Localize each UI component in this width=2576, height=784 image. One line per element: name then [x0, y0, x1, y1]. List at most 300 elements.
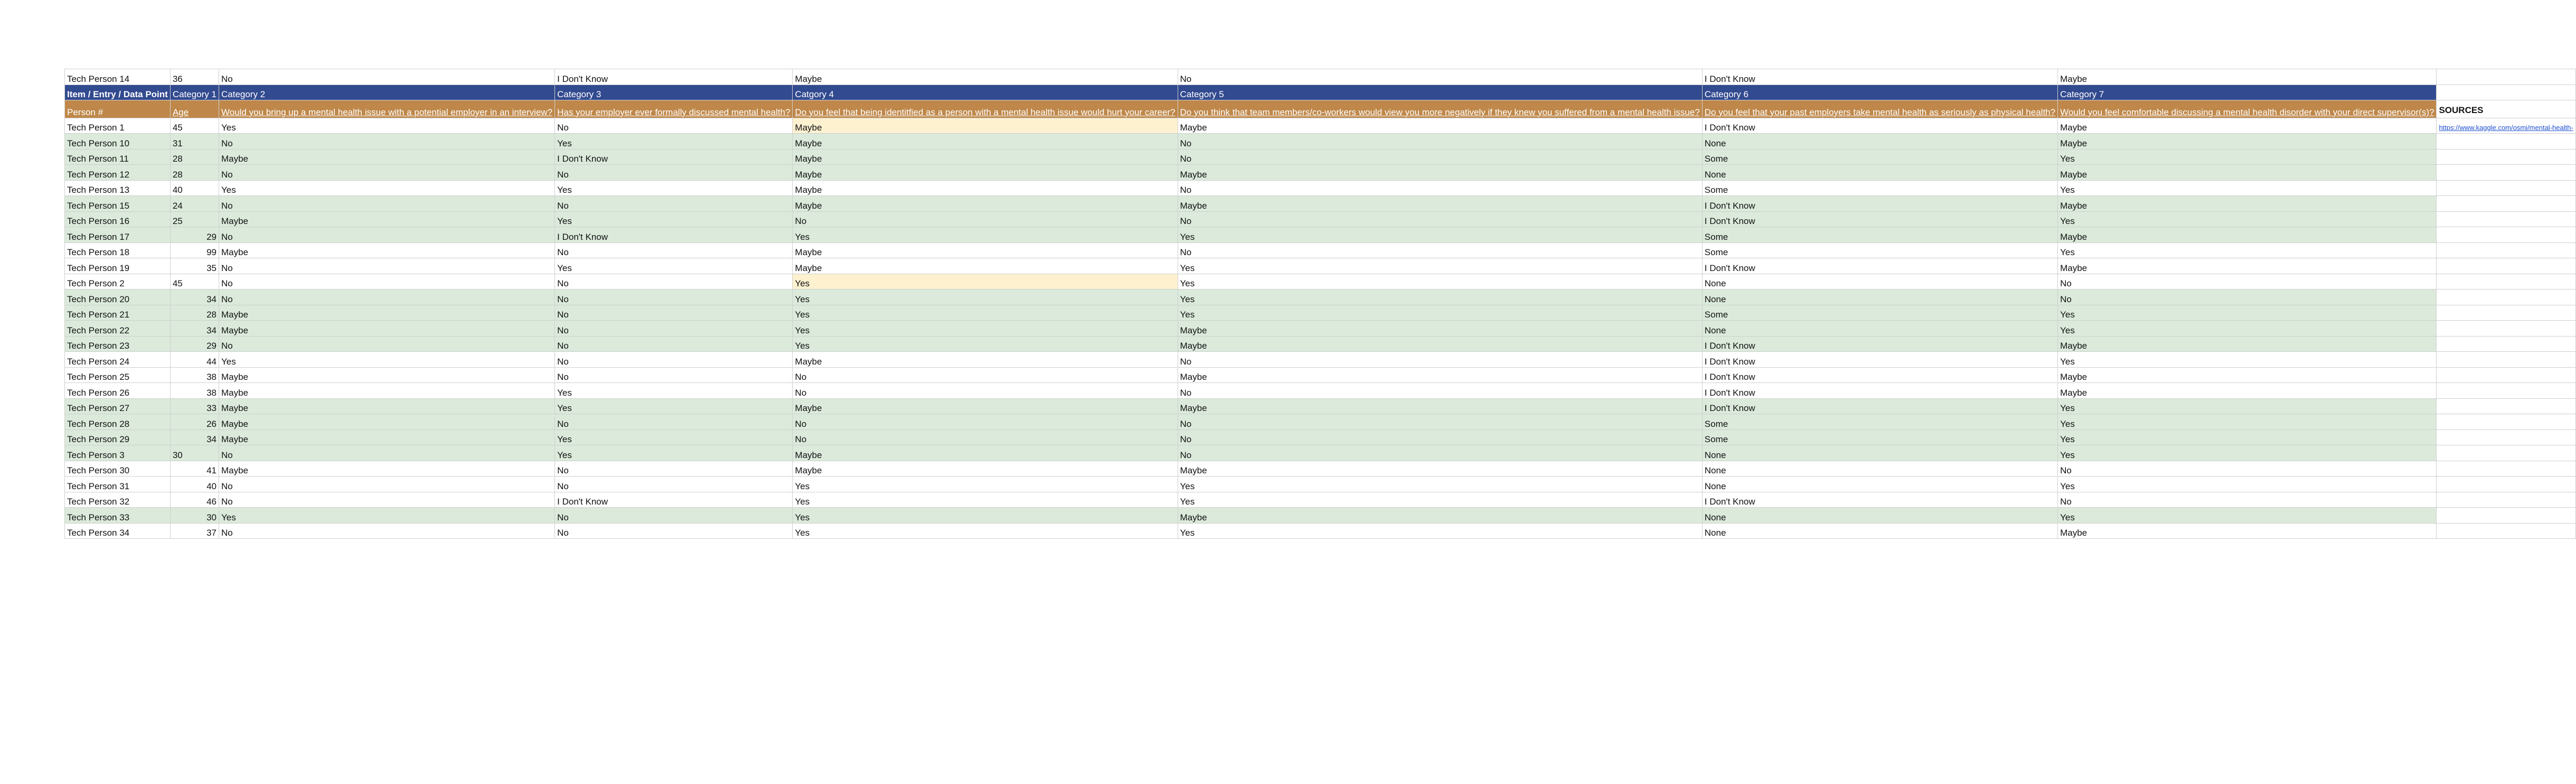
person-cell[interactable]: Tech Person 19 — [65, 258, 171, 274]
age-cell[interactable]: 28 — [170, 165, 219, 181]
answer-cell[interactable]: Maybe — [219, 414, 554, 430]
person-cell[interactable]: Tech Person 11 — [65, 149, 171, 165]
answer-cell[interactable]: No — [219, 445, 554, 461]
answer-cell[interactable]: Yes — [1178, 477, 1702, 492]
answer-cell[interactable]: Yes — [555, 445, 793, 461]
sources-cell[interactable] — [2437, 508, 2575, 524]
category-header-cell[interactable]: Category 6 — [1702, 85, 2057, 100]
age-cell[interactable]: 28 — [170, 305, 219, 321]
answer-cell[interactable]: None — [1702, 290, 2057, 305]
answer-cell[interactable]: No — [219, 523, 554, 539]
age-cell[interactable]: 45 — [170, 118, 219, 134]
answer-cell[interactable]: None — [1702, 165, 2057, 181]
answer-cell[interactable]: Maybe — [793, 165, 1178, 181]
answer-cell[interactable]: No — [555, 367, 793, 383]
answer-cell[interactable]: Maybe — [793, 258, 1178, 274]
cell[interactable]: No — [1178, 69, 1702, 85]
answer-cell[interactable]: Yes — [555, 211, 793, 227]
age-cell[interactable]: 44 — [170, 352, 219, 368]
answer-cell[interactable]: Maybe — [2058, 336, 2437, 352]
answer-cell[interactable]: I Don't Know — [555, 149, 793, 165]
answer-cell[interactable]: Yes — [2058, 321, 2437, 337]
person-cell[interactable]: Tech Person 16 — [65, 211, 171, 227]
answer-cell[interactable]: Yes — [2058, 445, 2437, 461]
answer-cell[interactable]: Maybe — [219, 242, 554, 258]
question-text: Do you feel that your past employers take mental health as seriously as physical health? — [1704, 107, 2056, 117]
answer-cell[interactable]: None — [1702, 134, 2057, 150]
sources-cell[interactable] — [2437, 274, 2575, 290]
question-header-cell[interactable] — [2058, 100, 2437, 118]
sources-cell[interactable] — [2437, 305, 2575, 321]
answer-cell[interactable]: Yes — [2058, 477, 2437, 492]
answer-cell[interactable]: Yes — [1178, 305, 1702, 321]
question-text: Would you feel comfortable discussing a mental health disorder with your direct supervisor(s)? — [2060, 107, 2434, 117]
age-cell[interactable]: 46 — [170, 492, 219, 508]
sources-cell[interactable] — [2437, 196, 2575, 212]
answer-cell[interactable]: No — [793, 211, 1178, 227]
answer-cell[interactable]: Yes — [219, 508, 554, 524]
answer-cell[interactable]: Maybe — [2058, 227, 2437, 243]
age-cell[interactable]: 34 — [170, 430, 219, 445]
age-cell[interactable]: 28 — [170, 149, 219, 165]
answer-cell[interactable]: None — [1702, 445, 2057, 461]
answer-cell[interactable]: Yes — [1178, 523, 1702, 539]
cell[interactable] — [2437, 69, 2575, 85]
answer-cell[interactable]: No — [555, 461, 793, 477]
answer-cell[interactable]: Maybe — [793, 352, 1178, 368]
age-cell[interactable]: 24 — [170, 196, 219, 212]
table-row — [65, 445, 2576, 461]
category-header-cell[interactable]: Category 5 — [1178, 85, 1702, 100]
answer-cell[interactable]: Maybe — [1178, 118, 1702, 134]
answer-cell[interactable]: Yes — [793, 290, 1178, 305]
age-cell[interactable]: 37 — [170, 523, 219, 539]
cell[interactable] — [2437, 85, 2575, 100]
answer-cell[interactable]: No — [793, 430, 1178, 445]
answer-cell[interactable]: Yes — [1178, 274, 1702, 290]
person-cell[interactable]: Tech Person 34 — [65, 523, 171, 539]
age-cell[interactable]: 45 — [170, 274, 219, 290]
age-cell[interactable]: 30 — [170, 508, 219, 524]
person-cell[interactable]: Tech Person 12 — [65, 165, 171, 181]
cell[interactable]: I Don't Know — [555, 69, 793, 85]
age-cell[interactable]: 30 — [170, 445, 219, 461]
sources-cell[interactable] — [2437, 383, 2575, 399]
table-row — [65, 321, 2576, 337]
answer-cell[interactable]: None — [1702, 477, 2057, 492]
person-cell[interactable]: Tech Person 10 — [65, 134, 171, 150]
category-header-cell[interactable]: Catgory 4 — [793, 85, 1178, 100]
answer-cell[interactable]: No — [1178, 352, 1702, 368]
answer-cell[interactable]: Yes — [793, 336, 1178, 352]
answer-cell[interactable]: Yes — [1178, 492, 1702, 508]
age-cell[interactable]: 35 — [170, 258, 219, 274]
category-header-cell[interactable]: Item / Entry / Data Point — [65, 85, 171, 100]
person-cell[interactable]: Tech Person 28 — [65, 414, 171, 430]
sources-cell[interactable] — [2437, 398, 2575, 414]
sources-cell[interactable] — [2437, 321, 2575, 337]
table-row — [65, 196, 2576, 212]
answer-cell[interactable]: Maybe — [219, 398, 554, 414]
answer-cell[interactable]: Maybe — [2058, 523, 2437, 539]
answer-cell[interactable]: Maybe — [219, 149, 554, 165]
answer-cell[interactable]: Maybe — [219, 367, 554, 383]
answer-cell[interactable]: None — [1702, 523, 2057, 539]
answer-cell[interactable]: I Don't Know — [1702, 367, 2057, 383]
sources-cell[interactable] — [2437, 180, 2575, 196]
answer-cell[interactable]: Maybe — [1178, 165, 1702, 181]
answer-cell[interactable]: No — [2058, 274, 2437, 290]
answer-cell[interactable]: No — [555, 414, 793, 430]
source-link[interactable]: https://www.kaggle.com/osmi/mental-health- — [2439, 124, 2573, 132]
answer-cell[interactable]: None — [1702, 321, 2057, 337]
answer-cell[interactable]: Maybe — [1178, 398, 1702, 414]
sources-cell[interactable] — [2437, 414, 2575, 430]
person-cell[interactable]: Tech Person 20 — [65, 290, 171, 305]
answer-cell[interactable]: Maybe — [2058, 118, 2437, 134]
answer-cell[interactable]: Yes — [219, 118, 554, 134]
person-cell[interactable]: Tech Person 27 — [65, 398, 171, 414]
cell[interactable]: No — [219, 69, 554, 85]
question-header-row — [65, 100, 2576, 118]
answer-cell[interactable]: Maybe — [793, 180, 1178, 196]
answer-cell[interactable]: I Don't Know — [1702, 352, 2057, 368]
answer-cell[interactable]: Yes — [793, 477, 1178, 492]
table-row — [65, 352, 2576, 368]
answer-cell[interactable]: No — [555, 290, 793, 305]
answer-cell[interactable]: I Don't Know — [1702, 118, 2057, 134]
answer-cell[interactable]: No — [555, 118, 793, 134]
sources-cell[interactable] — [2437, 227, 2575, 243]
person-cell[interactable]: Tech Person 33 — [65, 508, 171, 524]
person-cell[interactable]: Tech Person 25 — [65, 367, 171, 383]
answer-cell[interactable]: Yes — [2058, 430, 2437, 445]
table-row — [65, 492, 2576, 508]
answer-cell[interactable]: No — [1178, 414, 1702, 430]
answer-cell[interactable]: Yes — [555, 383, 793, 399]
answer-cell[interactable]: Yes — [793, 305, 1178, 321]
age-cell[interactable]: 41 — [170, 461, 219, 477]
answer-cell[interactable]: Yes — [2058, 398, 2437, 414]
answer-cell[interactable]: Yes — [555, 258, 793, 274]
age-cell[interactable]: 38 — [170, 367, 219, 383]
answer-cell[interactable]: Maybe — [2058, 383, 2437, 399]
table-row — [65, 227, 2576, 243]
answer-cell[interactable]: Some — [1702, 414, 2057, 430]
sources-cell[interactable] — [2437, 492, 2575, 508]
table-row — [65, 430, 2576, 445]
answer-cell[interactable]: Maybe — [1178, 508, 1702, 524]
answer-cell[interactable]: Maybe — [1178, 321, 1702, 337]
answer-cell[interactable]: Maybe — [793, 445, 1178, 461]
answer-cell[interactable]: I Don't Know — [1702, 196, 2057, 212]
answer-cell[interactable]: No — [555, 321, 793, 337]
answer-cell[interactable]: Maybe — [793, 149, 1178, 165]
answer-cell[interactable]: No — [219, 274, 554, 290]
answer-cell[interactable]: No — [555, 165, 793, 181]
answer-cell[interactable]: Yes — [793, 523, 1178, 539]
answer-cell[interactable]: Maybe — [2058, 258, 2437, 274]
question-header-cell[interactable] — [1178, 100, 1702, 118]
answer-cell[interactable]: I Don't Know — [1702, 383, 2057, 399]
person-cell[interactable]: Tech Person 21 — [65, 305, 171, 321]
answer-cell[interactable]: Yes — [1178, 258, 1702, 274]
cell[interactable]: I Don't Know — [1702, 69, 2057, 85]
answer-cell[interactable]: No — [555, 196, 793, 212]
age-cell[interactable]: 29 — [170, 227, 219, 243]
question-header-cell[interactable] — [793, 100, 1178, 118]
age-cell[interactable]: 31 — [170, 134, 219, 150]
answer-cell[interactable]: Maybe — [793, 118, 1178, 134]
age-cell[interactable]: 33 — [170, 398, 219, 414]
answer-cell[interactable]: Yes — [555, 180, 793, 196]
answer-cell[interactable]: No — [1178, 134, 1702, 150]
cell[interactable]: Maybe — [2058, 69, 2437, 85]
answer-cell[interactable]: Maybe — [219, 461, 554, 477]
sources-cell[interactable] — [2437, 165, 2575, 181]
table-row — [65, 414, 2576, 430]
sources-cell[interactable] — [2437, 461, 2575, 477]
answer-cell[interactable]: I Don't Know — [1702, 258, 2057, 274]
sources-cell[interactable] — [2437, 258, 2575, 274]
person-cell[interactable]: Tech Person 17 — [65, 227, 171, 243]
sources-cell[interactable] — [2437, 134, 2575, 150]
answer-cell[interactable]: Maybe — [793, 242, 1178, 258]
sources-cell[interactable] — [2437, 445, 2575, 461]
table-row — [65, 398, 2576, 414]
answer-cell[interactable]: No — [2058, 290, 2437, 305]
category-header-cell[interactable]: Category 1 — [170, 85, 219, 100]
sources-cell[interactable] — [2437, 352, 2575, 368]
answer-cell[interactable]: Some — [1702, 227, 2057, 243]
answer-cell[interactable]: No — [219, 258, 554, 274]
sources-cell[interactable] — [2437, 523, 2575, 539]
age-cell[interactable]: 38 — [170, 383, 219, 399]
question-text: Age — [172, 107, 189, 117]
question-header-cell[interactable] — [65, 100, 171, 118]
sources-cell[interactable] — [2437, 242, 2575, 258]
answer-cell[interactable]: No — [2058, 461, 2437, 477]
sources-cell[interactable] — [2437, 149, 2575, 165]
answer-cell[interactable]: None — [1702, 508, 2057, 524]
age-cell[interactable]: 25 — [170, 211, 219, 227]
table-row — [65, 134, 2576, 150]
answer-cell[interactable]: Maybe — [793, 196, 1178, 212]
answer-cell[interactable]: No — [1178, 445, 1702, 461]
answer-cell[interactable]: Maybe — [219, 211, 554, 227]
age-cell[interactable]: 29 — [170, 336, 219, 352]
answer-cell[interactable]: Maybe — [2058, 165, 2437, 181]
answer-cell[interactable]: Maybe — [219, 305, 554, 321]
answer-cell[interactable]: No — [219, 196, 554, 212]
question-text: Do you think that team members/co-workers would view you more negatively if they knew you suffered from a mental health issue? — [1180, 107, 1700, 117]
table-row — [65, 305, 2576, 321]
person-cell[interactable]: Tech Person 2 — [65, 274, 171, 290]
answer-cell[interactable]: No — [219, 227, 554, 243]
answer-cell[interactable]: No — [219, 165, 554, 181]
answer-cell[interactable]: Yes — [793, 508, 1178, 524]
answer-cell[interactable]: Yes — [2058, 508, 2437, 524]
category-header-cell[interactable]: Category 2 — [219, 85, 554, 100]
answer-cell[interactable]: Maybe — [1178, 196, 1702, 212]
answer-cell[interactable]: Yes — [793, 492, 1178, 508]
answer-cell[interactable]: None — [1702, 274, 2057, 290]
answer-cell[interactable]: Yes — [2058, 305, 2437, 321]
sources-cell[interactable] — [2437, 118, 2575, 134]
answer-cell[interactable]: No — [793, 414, 1178, 430]
answer-cell[interactable]: No — [555, 336, 793, 352]
person-cell[interactable]: Tech Person 29 — [65, 430, 171, 445]
age-cell[interactable]: 40 — [170, 477, 219, 492]
answer-cell[interactable]: Yes — [793, 321, 1178, 337]
question-header-cell[interactable] — [219, 100, 554, 118]
answer-cell[interactable]: No — [219, 290, 554, 305]
answer-cell[interactable]: Some — [1702, 430, 2057, 445]
table-row — [65, 367, 2576, 383]
top-data-row — [65, 69, 2576, 85]
person-cell[interactable]: Tech Person 15 — [65, 196, 171, 212]
answer-cell[interactable]: No — [1178, 383, 1702, 399]
answer-cell[interactable]: I Don't Know — [555, 227, 793, 243]
person-cell[interactable]: Tech Person 22 — [65, 321, 171, 337]
answer-cell[interactable]: Yes — [2058, 414, 2437, 430]
age-cell[interactable]: 34 — [170, 290, 219, 305]
table-row — [65, 211, 2576, 227]
answer-cell[interactable]: Some — [1702, 305, 2057, 321]
answer-cell[interactable]: Yes — [2058, 149, 2437, 165]
answer-cell[interactable]: Yes — [2058, 180, 2437, 196]
answer-cell[interactable]: No — [555, 352, 793, 368]
answer-cell[interactable]: Yes — [793, 274, 1178, 290]
answer-cell[interactable]: Maybe — [1178, 461, 1702, 477]
age-cell[interactable]: 26 — [170, 414, 219, 430]
answer-cell[interactable]: No — [219, 134, 554, 150]
person-cell[interactable]: Tech Person 30 — [65, 461, 171, 477]
person-cell[interactable]: Tech Person 23 — [65, 336, 171, 352]
category-header-cell[interactable]: Category 3 — [555, 85, 793, 100]
answer-cell[interactable]: Maybe — [2058, 134, 2437, 150]
category-header-cell[interactable]: Category 7 — [2058, 85, 2437, 100]
answer-cell[interactable]: No — [219, 492, 554, 508]
answer-cell[interactable]: No — [555, 523, 793, 539]
cell[interactable]: Tech Person 14 — [65, 69, 171, 85]
person-cell[interactable]: Tech Person 31 — [65, 477, 171, 492]
table-row — [65, 118, 2576, 134]
answer-cell[interactable]: No — [1178, 149, 1702, 165]
answer-cell[interactable]: Yes — [1178, 290, 1702, 305]
answer-cell[interactable]: I Don't Know — [555, 492, 793, 508]
answer-cell[interactable]: Yes — [219, 352, 554, 368]
answer-cell[interactable]: Some — [1702, 242, 2057, 258]
spreadsheet-table — [64, 69, 2576, 539]
sources-header[interactable]: SOURCES — [2437, 100, 2575, 118]
answer-cell[interactable]: Yes — [793, 227, 1178, 243]
table-row — [65, 149, 2576, 165]
answer-cell[interactable]: Maybe — [793, 461, 1178, 477]
question-header-cell[interactable] — [555, 100, 793, 118]
table-row — [65, 383, 2576, 399]
sources-cell[interactable] — [2437, 430, 2575, 445]
answer-cell[interactable]: No — [1178, 211, 1702, 227]
answer-cell[interactable]: No — [555, 508, 793, 524]
answer-cell[interactable]: No — [1178, 180, 1702, 196]
answer-cell[interactable]: No — [555, 305, 793, 321]
answer-cell[interactable]: Maybe — [793, 398, 1178, 414]
table-row — [65, 258, 2576, 274]
person-cell[interactable]: Tech Person 24 — [65, 352, 171, 368]
answer-cell[interactable]: No — [2058, 492, 2437, 508]
sources-cell[interactable] — [2437, 290, 2575, 305]
answer-cell[interactable]: No — [219, 336, 554, 352]
answer-cell[interactable]: Maybe — [793, 134, 1178, 150]
question-text: Has your employer ever formally discussed mental health? — [557, 107, 791, 117]
answer-cell[interactable]: Yes — [2058, 211, 2437, 227]
answer-cell[interactable]: Some — [1702, 180, 2057, 196]
answer-cell[interactable]: I Don't Know — [1702, 211, 2057, 227]
person-cell[interactable]: Tech Person 18 — [65, 242, 171, 258]
answer-cell[interactable]: Maybe — [219, 321, 554, 337]
question-header-cell[interactable] — [1702, 100, 2057, 118]
answer-cell[interactable]: No — [1178, 242, 1702, 258]
answer-cell[interactable]: Yes — [555, 430, 793, 445]
age-cell[interactable]: 34 — [170, 321, 219, 337]
answer-cell[interactable]: Maybe — [1178, 367, 1702, 383]
answer-cell[interactable]: Some — [1702, 149, 2057, 165]
answer-cell[interactable]: Yes — [2058, 352, 2437, 368]
answer-cell[interactable]: I Don't Know — [1702, 336, 2057, 352]
sources-cell[interactable] — [2437, 211, 2575, 227]
answer-cell[interactable]: Yes — [555, 398, 793, 414]
sources-cell[interactable] — [2437, 367, 2575, 383]
person-cell[interactable]: Tech Person 26 — [65, 383, 171, 399]
answer-cell[interactable]: I Don't Know — [1702, 398, 2057, 414]
answer-cell[interactable]: No — [555, 274, 793, 290]
answer-cell[interactable]: No — [1178, 430, 1702, 445]
person-cell[interactable]: Tech Person 13 — [65, 180, 171, 196]
answer-cell[interactable]: No — [219, 477, 554, 492]
table-row — [65, 274, 2576, 290]
age-cell[interactable]: 99 — [170, 242, 219, 258]
answer-cell[interactable]: None — [1702, 461, 2057, 477]
sources-cell[interactable] — [2437, 477, 2575, 492]
table-row — [65, 165, 2576, 181]
table-row — [65, 242, 2576, 258]
cell[interactable]: 36 — [170, 69, 219, 85]
answer-cell[interactable]: Maybe — [219, 430, 554, 445]
answer-cell[interactable]: Maybe — [2058, 367, 2437, 383]
answer-cell[interactable]: Yes — [219, 180, 554, 196]
age-cell[interactable]: 40 — [170, 180, 219, 196]
person-cell[interactable]: Tech Person 3 — [65, 445, 171, 461]
answer-cell[interactable]: Maybe — [2058, 196, 2437, 212]
answer-cell[interactable]: No — [793, 383, 1178, 399]
answer-cell[interactable]: Yes — [555, 134, 793, 150]
table-row — [65, 523, 2576, 539]
answer-cell[interactable]: No — [555, 477, 793, 492]
cell[interactable]: Maybe — [793, 69, 1178, 85]
answer-cell[interactable]: No — [793, 367, 1178, 383]
person-cell[interactable]: Tech Person 1 — [65, 118, 171, 134]
answer-cell[interactable]: Maybe — [1178, 336, 1702, 352]
answer-cell[interactable]: No — [555, 242, 793, 258]
answer-cell[interactable]: Maybe — [219, 383, 554, 399]
answer-cell[interactable]: Yes — [1178, 227, 1702, 243]
sources-cell[interactable] — [2437, 336, 2575, 352]
question-header-cell[interactable] — [170, 100, 219, 118]
answer-cell[interactable]: Yes — [2058, 242, 2437, 258]
answer-cell[interactable]: I Don't Know — [1702, 492, 2057, 508]
person-cell[interactable]: Tech Person 32 — [65, 492, 171, 508]
